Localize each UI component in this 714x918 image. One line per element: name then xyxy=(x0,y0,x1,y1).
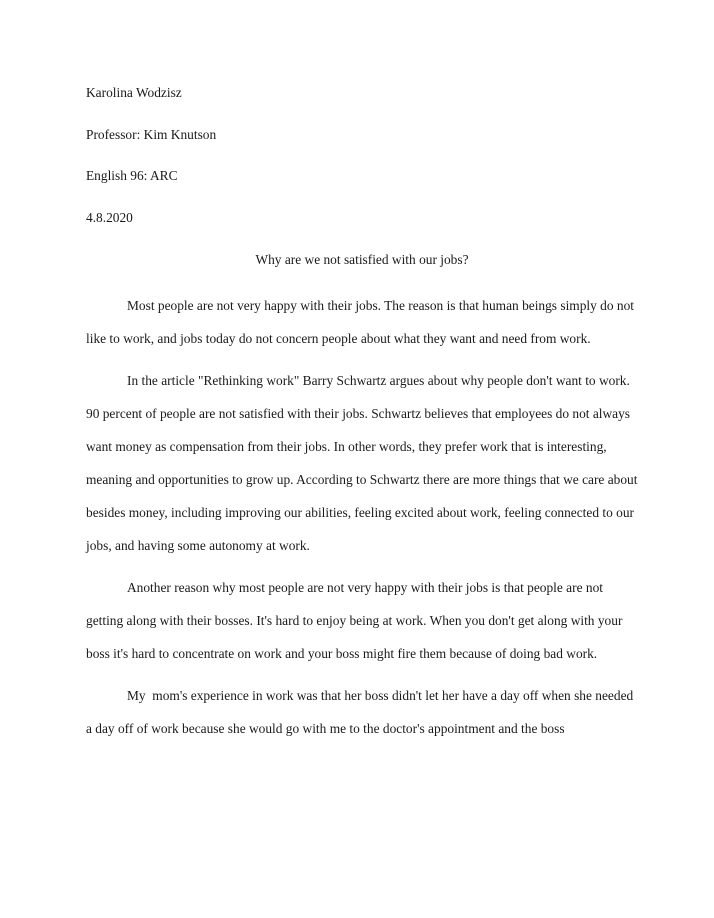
author-name: Karolina Wodzisz xyxy=(86,85,182,100)
paragraph-4: My mom's experience in work was that her boss didn't let her have a day off when she needed a day off of work because she would go with me to the doctor's appointment and the boss xyxy=(86,688,637,736)
paragraph-1: Most people are not very happy with their jobs. The reason is that human beings simply do not like to work, and jobs today do not concern people about what they want and need from work. xyxy=(86,298,635,346)
professor-name: Professor: Kim Knutson xyxy=(86,126,217,142)
essay-title: Why are we not satisfied with our jobs? xyxy=(255,252,469,267)
paragraph-2: In the article "Rethinking work" Barry Schwartz argues about why people don't want to work. 90 percent of people are not satisfied with their jobs. Schwartz believes that employees do not always want money as compensation from their jobs. In other words, they prefer work that is interesting, meaning and opportunities to grow up. According to Schwartz there are more things that we care about besides money, including improving our abilities, feeling excited about work, feeling connected to our jobs, and having some autonomy at work. xyxy=(86,373,638,553)
course-name: English 96: ARC xyxy=(86,168,178,183)
document-date: 4.8.2020 xyxy=(86,209,133,225)
document-body xyxy=(86,82,638,754)
paragraph-3: Another reason why most people are not very happy with their jobs is that people are not getting along with their bosses. It's hard to enjoy being at work. When you don't get along with your boss it's hard to concentrate on work and your boss might fire them because of doing bad work. xyxy=(86,580,623,661)
